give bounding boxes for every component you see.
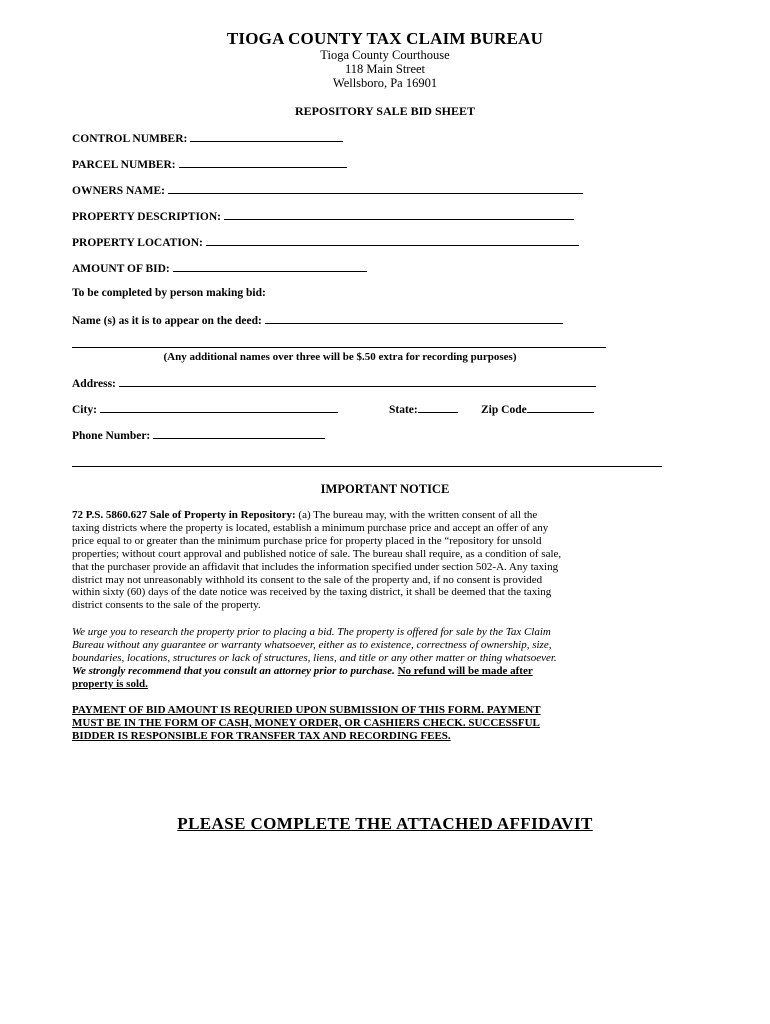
control-number-row [72, 131, 343, 145]
research-paragraph [72, 626, 690, 691]
bureau-title: TIOGA COUNTY TAX CLAIM BUREAU [226, 29, 544, 48]
notice-title: IMPORTANT NOTICE [320, 482, 450, 496]
address-line-3: Wellsboro, Pa 16901 [332, 76, 438, 90]
amount-of-bid-row [72, 261, 367, 275]
address-line-1: Tioga County Courthouse [320, 48, 450, 62]
name-on-deed-extra-line[interactable] [72, 347, 606, 348]
attorney-recommendation: We strongly recommend that you consult an attorney prior to purchase. [72, 664, 395, 677]
state-row [389, 402, 458, 416]
address-field[interactable] [119, 376, 596, 387]
statute-line: that the purchaser provide an affidavit that includes the information specified under section 502-A. Any taxing [72, 560, 559, 573]
statute-paragraph [72, 509, 690, 612]
payment-line: BIDDER IS RESPONSIBLE FOR TRANSFER TAX AND RECORDING FEES. [72, 730, 451, 742]
statute-line: price equal to or greater than the minimum purchase price for property placed in the “repository for unsold [72, 534, 542, 547]
city-field[interactable] [100, 402, 338, 413]
research-line: We urge you to research the property prior to placing a bid. The property is offered for sale by the Tax Claim [72, 626, 551, 638]
property-description-row [72, 209, 574, 223]
control-number-field[interactable] [190, 131, 343, 142]
property-location-label: PROPERTY LOCATION: [72, 237, 203, 249]
phone-field[interactable] [153, 428, 325, 439]
name-on-deed-field[interactable] [265, 313, 563, 324]
property-location-field[interactable] [206, 235, 579, 246]
name-on-deed-row [72, 313, 563, 327]
amount-of-bid-label: AMOUNT OF BID: [72, 263, 170, 275]
control-number-label: CONTROL NUMBER: [72, 133, 188, 145]
amount-of-bid-field[interactable] [173, 261, 367, 272]
statute-line: within sixty (60) days of the date notice was received by the taxing district, it shall be deemed that the taxing [72, 586, 552, 599]
research-line: Bureau without any guarantee or warranty whatsoever, either as to existence, correctness of ownership, size, [72, 638, 552, 651]
no-refund-text-2: property is sold. [72, 677, 148, 690]
no-refund-text: No refund will be made after [397, 664, 533, 677]
address-line-2: 118 Main Street [344, 62, 426, 76]
affidavit-heading: PLEASE COMPLETE THE ATTACHED AFFIDAVIT [177, 814, 593, 833]
phone-row [72, 428, 325, 442]
zip-field[interactable] [527, 402, 594, 413]
statute-line: properties; without court approval and published notice of sale. The bureau shall require, as a condition of sale, [72, 547, 562, 560]
property-location-row [72, 235, 579, 249]
owners-name-field[interactable] [168, 183, 583, 194]
payment-notice [72, 704, 672, 743]
additional-names-note: (Any additional names over three will be $.50 extra for recording purposes) [163, 351, 517, 363]
address-row [72, 376, 596, 390]
attorney-line [72, 665, 690, 678]
city-row [72, 402, 338, 416]
research-line: boundaries, locations, structures or lack of structures, liens, and title or any other matter or thing whatsoever. [72, 651, 557, 664]
zip-label: Zip Code [481, 404, 527, 416]
statute-reference: 72 P.S. 5860.627 Sale of Property in Repository: [72, 509, 296, 521]
section-divider [72, 466, 662, 467]
owners-name-row [72, 183, 583, 197]
completed-by-text: To be completed by person making bid: [72, 287, 266, 299]
state-label: State: [389, 404, 418, 416]
parcel-number-row [72, 157, 347, 171]
form-title: REPOSITORY SALE BID SHEET [295, 104, 475, 118]
parcel-number-label: PARCEL NUMBER: [72, 159, 176, 171]
payment-line: MUST BE IN THE FORM OF CASH, MONEY ORDER, OR CASHIERS CHECK. SUCCESSFUL [72, 717, 540, 729]
zip-row [481, 402, 594, 416]
property-description-label: PROPERTY DESCRIPTION: [72, 211, 222, 223]
statute-line: 72 P.S. 5860.627 Sale of Property in Repository: (a) The bureau may, with the written consent of all the [72, 509, 538, 521]
owners-name-label: OWNERS NAME: [72, 185, 165, 197]
parcel-number-field[interactable] [179, 157, 347, 168]
statute-line: district consents to the sale of the property. [72, 599, 261, 612]
statute-line: taxing districts where the property is located, establish a minimum purchase price and accept an offer of any [72, 521, 549, 534]
payment-line: PAYMENT OF BID AMOUNT IS REQURIED UPON SUBMISSION OF THIS FORM. PAYMENT [72, 704, 541, 716]
state-field[interactable] [418, 402, 458, 413]
city-label: City: [72, 404, 97, 416]
name-on-deed-label: Name (s) as it is to appear on the deed: [72, 315, 262, 327]
address-label: Address: [72, 378, 116, 390]
property-description-field[interactable] [224, 209, 574, 220]
statute-line: district may not unreasonably withhold its consent to the sale of the property and, if no consent is provided [72, 573, 543, 586]
phone-label: Phone Number: [72, 430, 151, 442]
